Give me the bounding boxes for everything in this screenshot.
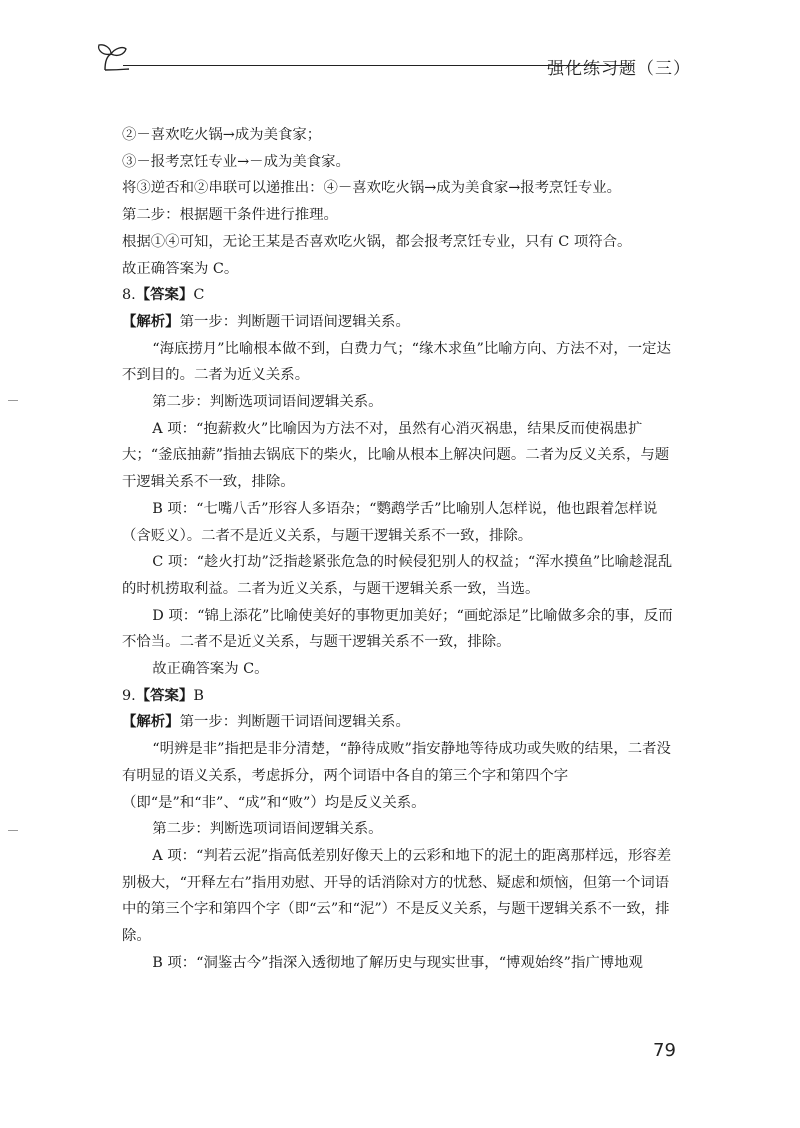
paragraph: “海底捞月”比喻根本做不到，白费力气；“缘木求鱼”比喻方向、方法不对，一定达不到目的。二者为近义关系。 — [122, 340, 671, 384]
analysis-step: 第一步：判断题干词语间逻辑关系。 — [179, 313, 410, 330]
text-line: ③－报考烹饪专业→－成为美食家。 — [122, 153, 350, 170]
text-line: ②－喜欢吃火锅→成为美食家； — [122, 127, 322, 143]
text-line: 根据①④可知，无论王某是否喜欢吃火锅，都会报考烹饪专业，只有 C 项符合。 — [122, 233, 632, 250]
scan-edge-mark — [8, 830, 18, 831]
answer-value: C — [193, 287, 205, 304]
answer-label: 【答案】 — [135, 287, 194, 304]
paragraph: 第二步：判断选项词语间逻辑关系。 — [152, 394, 383, 411]
text-line: 第二步：根据题干条件进行推理。 — [122, 207, 338, 224]
paragraph: 第二步：判断选项词语间逻辑关系。 — [152, 821, 383, 838]
page-header — [95, 38, 695, 78]
q8-answer — [122, 282, 682, 309]
paragraph: “明辨是非”指把是非分清楚，“静待成败”指安静地等待成功或失败的结果，二者没有明显的语义关系，考虑拆分，两个词语中各自的第三个字和第四个字（即“是”和“非”、“成”和“败”）均是反义关系。 — [122, 741, 671, 811]
sprout-icon — [95, 42, 129, 72]
analysis-label: 【解析】 — [122, 714, 180, 731]
q9-analysis — [122, 709, 682, 736]
text-line: 将③逆否和②串联可以递推出：④－喜欢吃火锅→成为美食家→报考烹饪专业。 — [122, 180, 622, 197]
q8-analysis — [122, 309, 682, 336]
text-line: 故正确答案为 C。 — [122, 260, 239, 277]
q9-answer — [122, 683, 682, 710]
paragraph: C 项：“趁火打劫”泛指趁紧张危急的时候侵犯别人的权益；“浑水摸鱼”比喻趁混乱的时机捞取利益。二者为近义关系，与题干逻辑关系一致，当选。 — [122, 554, 673, 597]
answer-label: 【答案】 — [135, 687, 194, 704]
answer-value: B — [193, 687, 204, 704]
paragraph: A 项：“判若云泥”指高低差别好像天上的云彩和地下的泥土的距离那样远，形容差别极大，“开释左右”指用劝慰、开导的话消除对方的忧愁、疑虑和烦恼，但第一个词语中的第三个字和第四个字（即“云”和“泥”）不是反义关系，与题干逻辑关系不一致，排除。 — [122, 847, 672, 945]
paragraph: A 项：“抱薪救火”比喻因为方法不对，虽然有心消灭祸患，结果反而使祸患扩大；“釜底抽薪”指抽去锅底下的柴火，比喻从根本上解决问题。二者为反义关系，与题干逻辑关系不一致，排除。 — [122, 420, 670, 491]
analysis-step: 第一步：判断题干词语间逻辑关系。 — [179, 714, 410, 731]
paragraph: B 项：“七嘴八舌”形容人多语杂；“鹦鹉学舌”比喻别人怎样说，他也跟着怎样说（含贬义）。二者不是近义关系，与题干逻辑关系不一致，排除。 — [122, 500, 658, 544]
page-number: 79 — [653, 1040, 676, 1061]
paragraph: D 项：“锦上添花”比喻使美好的事物更加美好；“画蛇添足”比喻做多余的事，反而不恰当。二者不是近义关系，与题干逻辑关系不一致，排除。 — [122, 607, 673, 651]
scan-edge-mark — [8, 400, 18, 401]
header-title: 强化练习题（三） — [547, 59, 691, 79]
page-body — [122, 122, 682, 977]
analysis-label: 【解析】 — [122, 313, 180, 330]
q8-number: 8. — [122, 287, 136, 304]
paragraph: 故正确答案为 C。 — [152, 661, 269, 678]
paragraph: B 项：“洞鉴古今”指深入透彻地了解历史与现实世事，“博观始终”指广博地观 — [152, 954, 643, 971]
q9-number: 9. — [122, 687, 136, 704]
